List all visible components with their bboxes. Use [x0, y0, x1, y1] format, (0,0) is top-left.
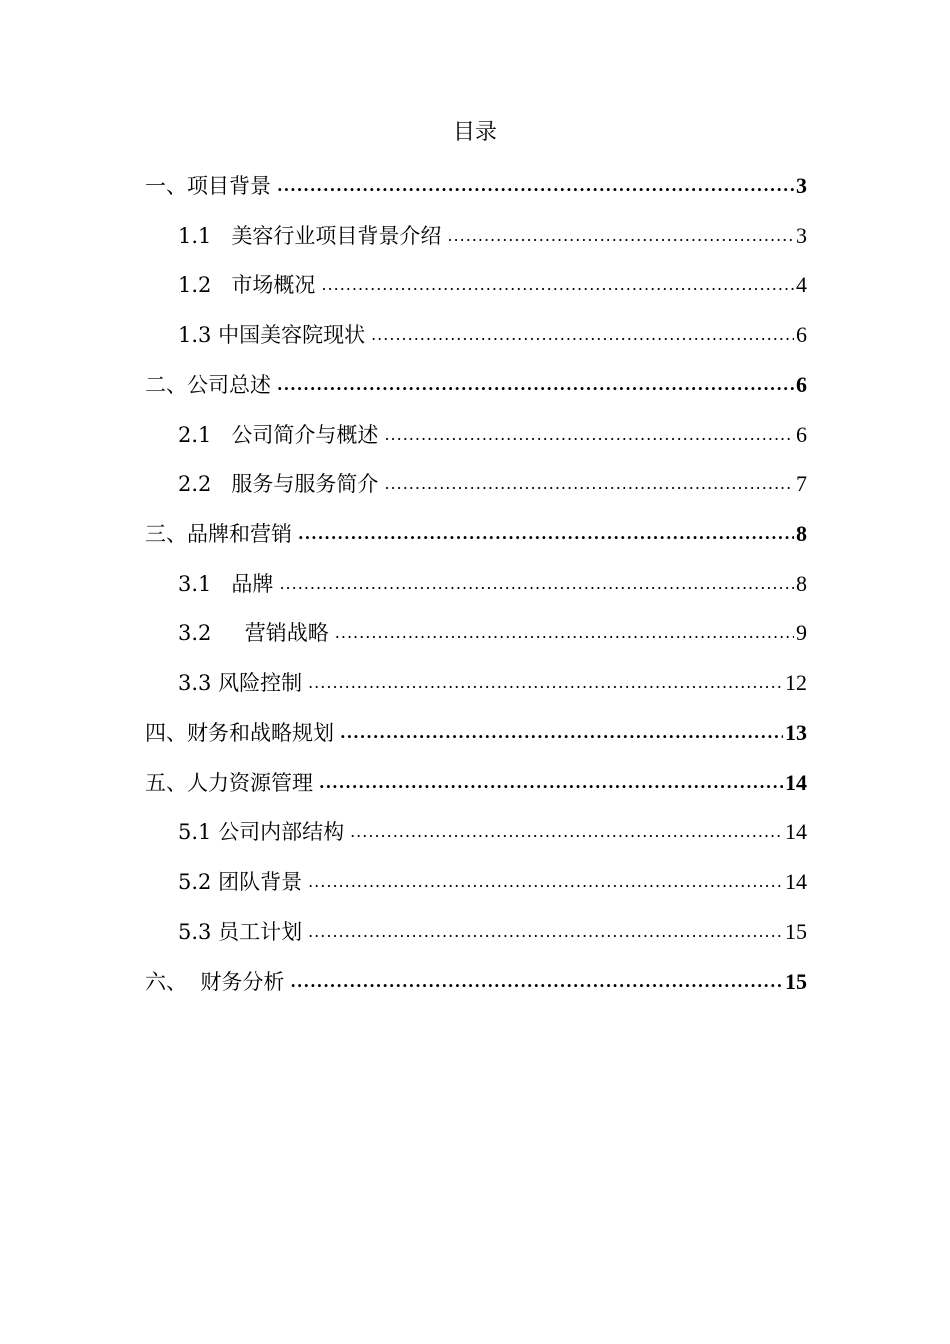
toc-entry-number: 5.1 — [178, 820, 212, 844]
toc-entry-label: 员工计划 — [211, 920, 303, 944]
toc-entry-page: 7 — [796, 471, 807, 496]
dot-leader — [308, 921, 783, 946]
toc-entry-6[interactable] — [145, 962, 807, 996]
toc-entry-number: 五、 — [145, 771, 187, 795]
toc-entry-page: 6 — [796, 372, 807, 397]
toc-entry-page: 15 — [785, 969, 807, 994]
toc-entry-3-1[interactable] — [178, 564, 807, 598]
dot-leader — [350, 821, 783, 846]
toc-entry-3[interactable] — [145, 514, 807, 548]
toc-entry-number: 1.3 — [178, 323, 212, 347]
toc-entry-page: 15 — [785, 919, 807, 944]
dot-leader — [279, 573, 794, 598]
dot-leader — [384, 473, 794, 498]
dot-leader — [277, 175, 794, 200]
toc-entry-1[interactable] — [145, 166, 807, 200]
toc-entry-2-2[interactable] — [178, 464, 807, 498]
toc-entry-2-1[interactable] — [178, 415, 807, 449]
dot-leader — [308, 871, 783, 896]
dot-leader — [321, 274, 794, 299]
dot-leader — [290, 971, 783, 996]
toc-entry-label: 财务分析 — [187, 970, 285, 994]
dot-leader — [277, 374, 794, 399]
toc-entry-3-2[interactable] — [178, 613, 807, 647]
toc-entry-page: 8 — [796, 571, 807, 596]
toc-entry-page: 4 — [796, 272, 807, 297]
toc-entry-label: 风险控制 — [211, 671, 303, 695]
toc-entry-label: 公司内部结构 — [211, 820, 345, 844]
dot-leader — [298, 523, 794, 548]
toc-entry-number: 2.1 — [178, 423, 212, 447]
toc-entry-number: 5.3 — [178, 920, 212, 944]
toc-entry-page: 12 — [785, 670, 807, 695]
toc-entry-label: 中国美容院现状 — [211, 323, 366, 347]
toc-entry-label: 人力资源管理 — [187, 771, 313, 795]
toc-entry-page: 14 — [785, 770, 807, 795]
toc-entry-number: 3.3 — [178, 671, 212, 695]
toc-entry-2[interactable] — [145, 365, 807, 399]
toc-entry-5-3[interactable] — [178, 912, 807, 946]
toc-entry-page: 6 — [796, 422, 807, 447]
toc-entry-1-3[interactable] — [178, 315, 807, 349]
toc-entry-number: 3.1 — [178, 572, 212, 596]
dot-leader — [308, 672, 783, 697]
toc-entry-label: 公司简介与概述 — [211, 423, 379, 447]
toc-entry-number: 二、 — [145, 373, 187, 397]
toc-entry-label: 市场概况 — [211, 273, 316, 297]
toc-entry-page: 3 — [796, 173, 807, 198]
toc-entry-5-1[interactable] — [178, 812, 807, 846]
toc-entry-5-2[interactable] — [178, 862, 807, 896]
toc-entry-4[interactable] — [145, 713, 807, 747]
dot-leader — [319, 772, 783, 797]
toc-entry-number: 1.2 — [178, 273, 212, 297]
toc-entry-label: 项目背景 — [187, 174, 271, 198]
dot-leader — [384, 424, 794, 449]
toc-entry-number: 2.2 — [178, 472, 212, 496]
dot-leader — [447, 225, 794, 250]
toc-entry-number: 5.2 — [178, 870, 212, 894]
toc-entry-number: 四、 — [145, 721, 187, 745]
toc-entry-page: 14 — [785, 819, 807, 844]
toc-entry-number: 3.2 — [178, 621, 212, 645]
dot-leader — [335, 622, 794, 647]
toc-entry-page: 6 — [796, 322, 807, 347]
toc-entry-label: 品牌 — [211, 572, 274, 596]
toc-entry-page: 14 — [785, 869, 807, 894]
toc-entry-page: 8 — [796, 521, 807, 546]
toc-title: 目录 — [452, 120, 497, 145]
toc-entry-1-2[interactable] — [178, 265, 807, 299]
dot-leader — [340, 722, 783, 747]
toc-entry-label: 公司总述 — [187, 373, 271, 397]
toc-entry-1-1[interactable] — [178, 216, 807, 250]
toc-entry-label: 品牌和营销 — [187, 522, 292, 546]
toc-entry-3-3[interactable] — [178, 663, 807, 697]
toc-entry-label: 营销战略 — [211, 621, 329, 645]
toc-entry-label: 服务与服务简介 — [211, 472, 379, 496]
toc-entry-number: 一、 — [145, 174, 187, 198]
toc-entry-page: 3 — [796, 223, 807, 248]
toc-entry-page: 9 — [796, 620, 807, 645]
toc-entry-5[interactable] — [145, 763, 807, 797]
toc-entry-label: 财务和战略规划 — [187, 721, 334, 745]
toc-entry-number: 六、 — [145, 970, 187, 994]
toc-entry-number: 1.1 — [178, 224, 212, 248]
toc-entry-label: 团队背景 — [211, 870, 303, 894]
dot-leader — [371, 324, 794, 349]
toc-entry-label: 美容行业项目背景介绍 — [211, 224, 442, 248]
toc-entry-number: 三、 — [145, 522, 187, 546]
toc-entry-page: 13 — [785, 720, 807, 745]
